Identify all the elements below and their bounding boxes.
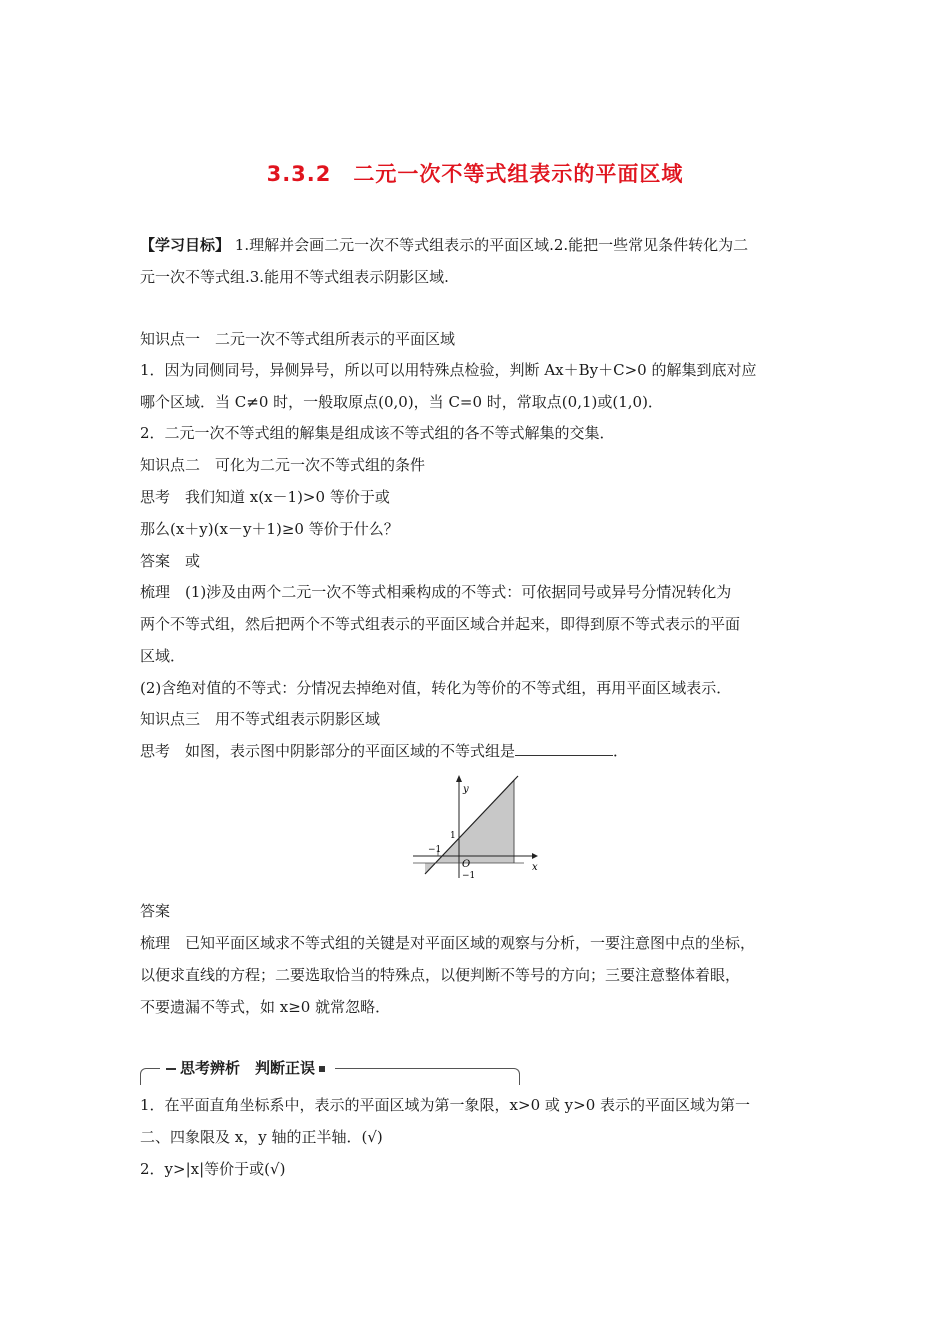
section-label [160, 1057, 335, 1078]
objectives-line-1 [140, 234, 820, 256]
kp1-heading: 知识点一 二元一次不等式组所表示的平面区域 [140, 330, 456, 348]
kp2-think-1: 思考 我们知道 x(x－1)>0 等价于或 [140, 488, 390, 506]
objectives-text-1: 1.理解并会画二元一次不等式组表示的平面区域.2.能把一些常见条件转化为二 [230, 236, 749, 254]
kp3-think-period: ． [613, 742, 629, 760]
kp3-answer: 答案 [140, 902, 171, 920]
objectives-line-2: 元一次不等式组.3.能用不等式组表示阴影区域. [140, 268, 449, 286]
section-dash-icon [166, 1068, 176, 1070]
kp3-heading: 知识点三 用不等式组表示阴影区域 [140, 710, 381, 728]
objectives-tag: 【学习目标】 [140, 236, 231, 254]
kp2-answer: 答案 或 [140, 552, 201, 570]
kp2-heading: 知识点二 可化为二元一次不等式组的条件 [140, 456, 426, 474]
section-header [140, 1055, 520, 1085]
judge-q2: 2．y>|x|等价于或(√) [140, 1160, 286, 1178]
section-label-text: 思考辨析 判断正误 [180, 1059, 316, 1077]
judge-q1-line2: 二、四象限及 x，y 轴的正半轴．(√) [140, 1128, 383, 1146]
kp2-think-2: 那么(x＋y)(x－y＋1)≥0 等价于什么？ [140, 520, 399, 538]
kp3-think [140, 740, 820, 762]
kp1-p2: 2．二元一次不等式组的解集是组成该不等式组的各不等式解集的交集． [140, 424, 615, 442]
kp2-sort-3: 区域． [140, 647, 186, 665]
tick-label-neg1-x: −1 [428, 845, 442, 855]
y-axis-label: y [463, 784, 469, 795]
answer-blank [515, 741, 613, 756]
page-title: 3.3.2 二元一次不等式组表示的平面区域 [266, 162, 684, 186]
origin-label: O [462, 859, 471, 870]
kp3-sort-1: 梳理 已知平面区域求不等式组的关键是对平面区域的观察与分析，一要注意图中点的坐标， [140, 934, 756, 952]
x-axis-arrow [532, 853, 538, 859]
judge-q1-line1: 1．在平面直角坐标系中，表示的平面区域为第一象限，x>0 或 y>0 表示的平面区域为第一 [140, 1096, 751, 1114]
kp1-p1-line1: 1．因为同侧同号，异侧异号，所以可以用特殊点检验，判断 Ax＋By＋C>0 的解集到底对应 [140, 361, 757, 379]
shaded-region-figure [408, 770, 543, 882]
kp1-p1-line2: 哪个区域．当 C≠0 时，一般取原点(0,0)，当 C=0 时，常取点(0,1)或(1,0)． [140, 393, 663, 411]
x-axis-label: x [532, 862, 538, 873]
tick-label-neg1-y: −1 [462, 871, 476, 881]
kp3-sort-3: 不要遗漏不等式，如 x≥0 就常忽略． [140, 998, 391, 1016]
kp3-think-text: 思考 如图，表示图中阴影部分的平面区域的不等式组是 [140, 742, 516, 760]
tick-label-1: 1 [450, 831, 456, 841]
kp2-sort-1: 梳理 (1)涉及由两个二元一次不等式相乘构成的不等式：可依据同号或异号分情况转化为 [140, 583, 732, 601]
kp3-sort-2: 以便求直线的方程；二要选取恰当的特殊点，以便判断不等号的方向；三要注意整体着眼， [140, 966, 741, 984]
kp2-sort-2: 两个不等式组，然后把两个不等式组表示的平面区域合并起来，即得到原不等式表示的平面 [140, 615, 741, 633]
kp2-sort-4: (2)含绝对值的不等式：分情况去掉绝对值，转化为等价的不等式组，再用平面区域表示． [140, 679, 732, 697]
y-axis-arrow [456, 775, 462, 782]
section-dot-icon [319, 1066, 325, 1072]
